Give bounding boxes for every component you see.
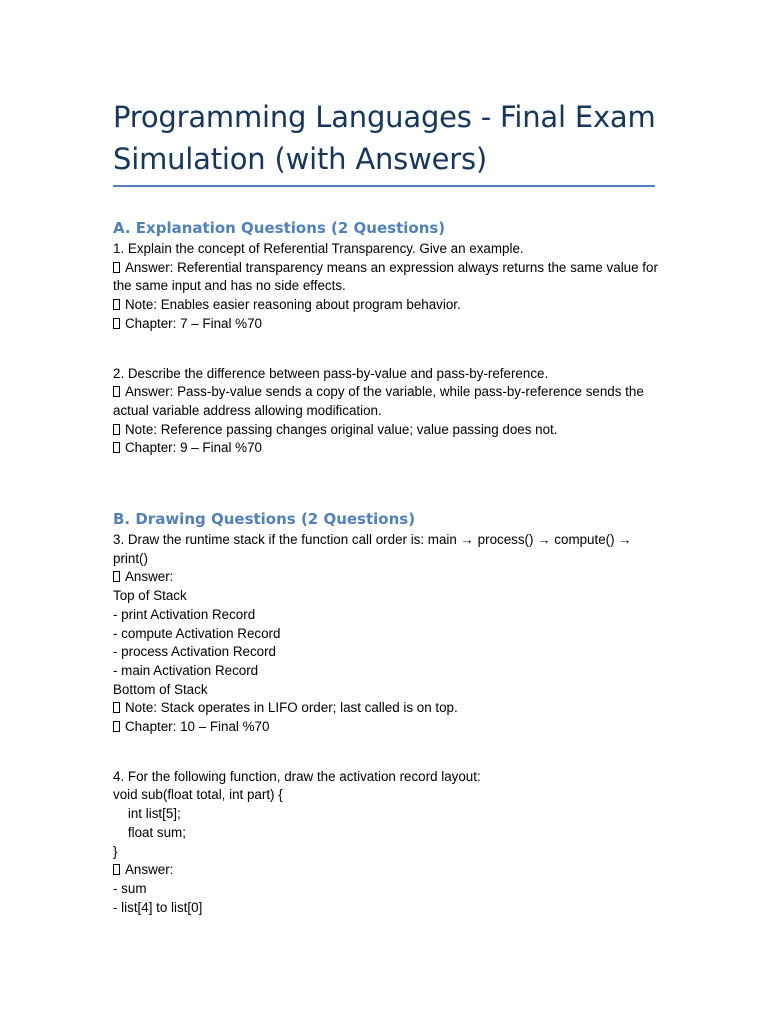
title-underline bbox=[113, 185, 655, 187]
answer-line: Answer: bbox=[113, 568, 658, 587]
question-2 bbox=[113, 365, 658, 459]
question-1 bbox=[113, 240, 658, 334]
chapter-line: Chapter: 9 – Final %70 bbox=[113, 439, 658, 458]
checkbox-icon bbox=[113, 571, 120, 582]
document-page bbox=[113, 96, 658, 917]
answer-line: Answer: bbox=[113, 861, 658, 880]
answer-detail: - sum bbox=[113, 880, 147, 896]
section-explanation bbox=[113, 217, 658, 458]
chapter-line: Chapter: 7 – Final %70 bbox=[113, 315, 658, 334]
checkbox-icon bbox=[113, 386, 120, 397]
note-line: Note: Stack operates in LIFO order; last called is on top. bbox=[113, 699, 658, 718]
answer-detail: Top of Stack bbox=[113, 588, 187, 604]
answer-detail: Bottom of Stack bbox=[113, 681, 208, 697]
document-title: Programming Languages - Final Exam Simulation (with Answers) bbox=[113, 100, 656, 176]
answer-detail: - process Activation Record bbox=[113, 644, 276, 660]
checkbox-icon bbox=[113, 442, 120, 453]
answer-detail: - list[4] to list[0] bbox=[113, 899, 203, 915]
note-line: Note: Enables easier reasoning about program behavior. bbox=[113, 296, 658, 315]
question-prompt: 2. Describe the difference between pass-by-value and pass-by-reference. bbox=[113, 365, 549, 381]
question-prompt: 4. For the following function, draw the activation record layout: bbox=[113, 768, 481, 784]
answer-line: Answer: Referential transparency means an expression always returns the same value for the same input and has no side effects. bbox=[113, 259, 658, 294]
checkbox-icon bbox=[113, 721, 120, 732]
answer-line: Answer: Pass-by-value sends a copy of the variable, while pass-by-reference sends the actual variable address allowing modification. bbox=[113, 384, 644, 418]
answer-detail: - print Activation Record bbox=[113, 606, 256, 622]
question-prompt: 1. Explain the concept of Referential Transparency. Give an example. bbox=[113, 241, 524, 256]
question-3 bbox=[113, 531, 658, 737]
checkbox-icon bbox=[113, 299, 120, 310]
section-heading: B. Drawing Questions (2 Questions) bbox=[113, 510, 416, 529]
checkbox-icon bbox=[113, 318, 120, 329]
answer-detail: - main Activation Record bbox=[113, 662, 259, 678]
checkbox-icon bbox=[113, 702, 120, 713]
code-line: float sum; bbox=[113, 824, 186, 840]
section-drawing bbox=[113, 508, 658, 917]
code-line: int list[5]; bbox=[113, 806, 181, 822]
question-4 bbox=[113, 768, 658, 918]
chapter-line: Chapter: 10 – Final %70 bbox=[113, 718, 658, 737]
checkbox-icon bbox=[113, 262, 120, 273]
note-line: Note: Reference passing changes original value; value passing does not. bbox=[113, 421, 658, 440]
code-line: void sub(float total, int part) { bbox=[113, 787, 283, 803]
question-prompt: 3. Draw the runtime stack if the function call order is: main → process() → compute() → print() bbox=[113, 532, 632, 566]
answer-detail: - compute Activation Record bbox=[113, 625, 281, 641]
code-line: } bbox=[113, 843, 118, 859]
section-heading: A. Explanation Questions (2 Questions) bbox=[113, 219, 446, 237]
checkbox-icon bbox=[113, 864, 120, 875]
checkbox-icon bbox=[113, 424, 120, 435]
